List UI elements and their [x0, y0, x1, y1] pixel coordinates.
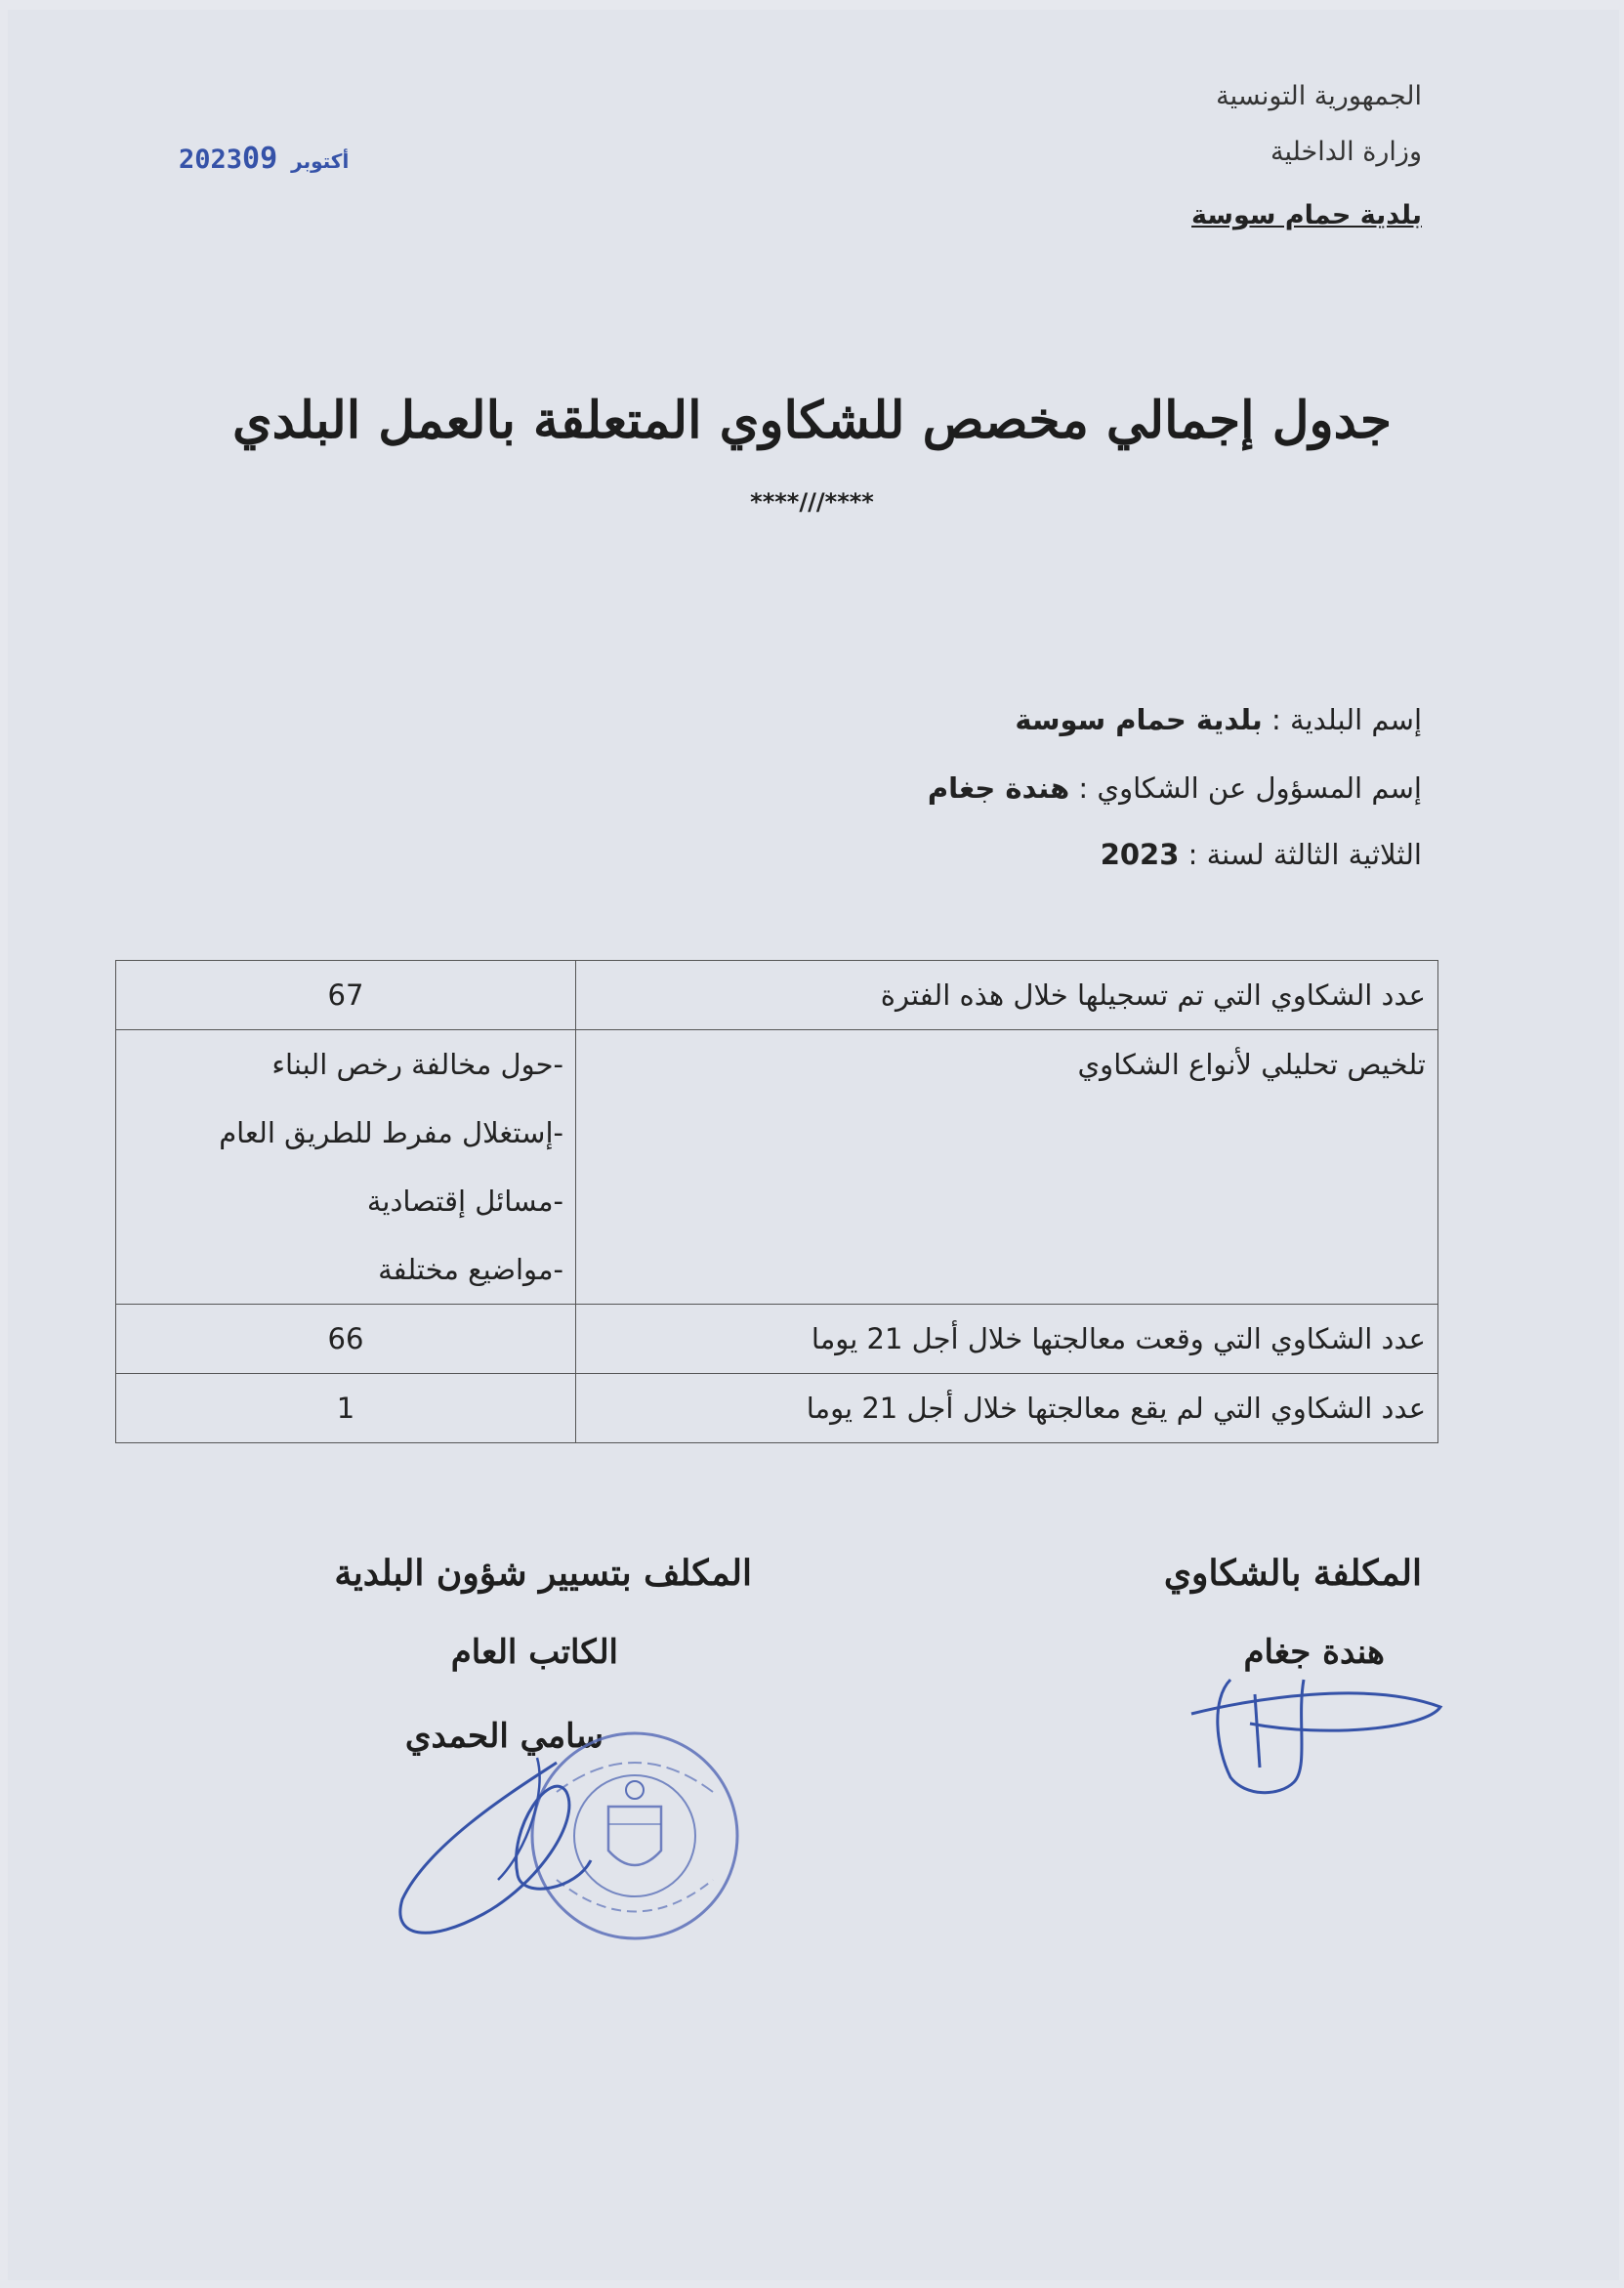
- date-year: 2023: [179, 145, 243, 175]
- list-item: -مسائل إقتصادية: [366, 1185, 563, 1218]
- date-stamp: [179, 142, 362, 176]
- left-signatory-name: سامي الحمدي: [404, 1717, 604, 1756]
- info-municipality: [1015, 703, 1422, 736]
- left-signature-mark: [391, 1733, 664, 1977]
- info-officer-label: إسم المسؤول عن الشكاوي :: [1078, 771, 1422, 805]
- page-title: جدول إجمالي مخصص للشكاوي المتعلقة بالعمل البلدي: [231, 391, 1393, 450]
- table-row: [116, 961, 1438, 1030]
- info-quarter: [1101, 838, 1422, 871]
- summary-list: [116, 1030, 576, 1305]
- info-officer: [928, 771, 1422, 805]
- right-signature-mark: [1172, 1660, 1465, 1816]
- right-signatory-name: هندة جغام: [1243, 1633, 1385, 1672]
- table-row: [116, 1374, 1438, 1443]
- header-country: الجمهورية التونسية: [1216, 81, 1422, 111]
- info-quarter-label: الثلاثية الثالثة لسنة :: [1187, 838, 1422, 871]
- date-day: 09: [242, 142, 278, 176]
- left-signatory-subtitle: الكاتب العام: [450, 1633, 618, 1672]
- left-signatory-title: المكلف بتسيير شؤون البلدية: [334, 1553, 752, 1594]
- registered-value: 67: [116, 961, 576, 1030]
- processed-value: 66: [116, 1305, 576, 1374]
- info-municipality-value: بلدية حمام سوسة: [1015, 703, 1263, 736]
- summary-label: تلخيص تحليلي لأنواع الشكاوي: [576, 1030, 1438, 1305]
- list-item: -إستغلال مفرط للطريق العام: [219, 1116, 563, 1149]
- unprocessed-value: 1: [116, 1374, 576, 1443]
- title-separator: ****///****: [750, 488, 874, 516]
- date-month: أكتوبر: [291, 149, 350, 173]
- info-officer-value: هندة جغام: [927, 771, 1070, 805]
- complaints-table: [115, 960, 1438, 1443]
- list-item: -حول مخالفة رخص البناء: [271, 1048, 563, 1081]
- unprocessed-label: عدد الشكاوي التي لم يقع معالجتها خلال أجل 21 يوما: [576, 1374, 1438, 1443]
- header-municipality: بلدية حمام سوسة: [1191, 200, 1422, 230]
- info-quarter-value: 2023: [1100, 838, 1180, 871]
- right-signatory-title: المكلفة بالشكاوي: [1163, 1553, 1422, 1594]
- table-row: [116, 1305, 1438, 1374]
- info-municipality-label: إسم البلدية :: [1271, 703, 1422, 736]
- registered-label: عدد الشكاوي التي تم تسجيلها خلال هذه الفترة: [576, 961, 1438, 1030]
- table-row: [116, 1030, 1438, 1305]
- list-item: -مواضيع مختلفة: [378, 1253, 563, 1286]
- header-ministry: وزارة الداخلية: [1270, 137, 1422, 167]
- processed-label: عدد الشكاوي التي وقعت معالجتها خلال أجل 21 يوما: [576, 1305, 1438, 1374]
